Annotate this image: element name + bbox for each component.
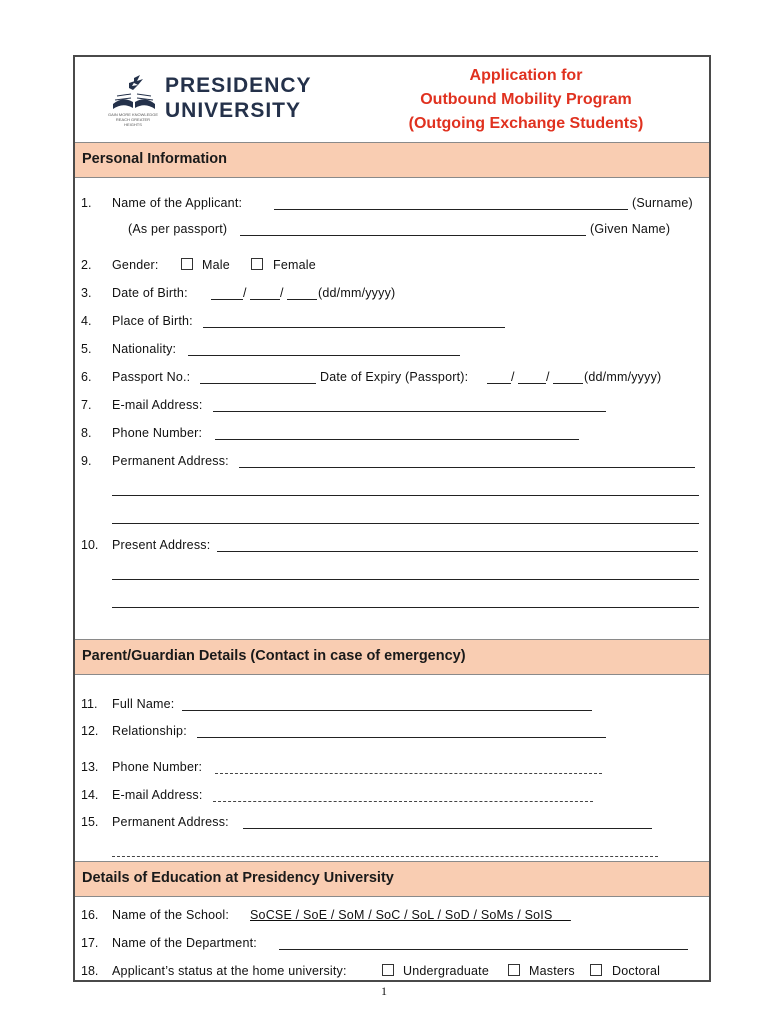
- school-name-label: Name of the School:: [112, 908, 230, 922]
- phone-field[interactable]: [215, 439, 579, 440]
- guardian-full-name-field[interactable]: [182, 710, 592, 711]
- department-label: Name of the Department:: [112, 936, 257, 950]
- item-number: 16.: [81, 908, 99, 922]
- guardian-full-name-label: Full Name:: [112, 697, 175, 711]
- present-address-field-line2[interactable]: [112, 579, 699, 580]
- item-number: 11.: [81, 697, 98, 711]
- item-number: 7.: [81, 398, 92, 412]
- dob-label: Date of Birth:: [112, 286, 188, 300]
- date-slash: /: [280, 286, 284, 300]
- date-slash: /: [546, 370, 550, 384]
- expiry-year-field[interactable]: [553, 383, 583, 384]
- university-logo: [107, 74, 317, 128]
- applicant-name-label: Name of the Applicant:: [112, 196, 243, 210]
- masters-checkbox[interactable]: [508, 964, 520, 976]
- nationality-label: Nationality:: [112, 342, 177, 356]
- expiry-month-field[interactable]: [518, 383, 546, 384]
- guardian-address-field-line2[interactable]: [112, 856, 658, 857]
- female-label: Female: [273, 258, 316, 272]
- title-line-2: Outbound Mobility Program: [420, 91, 632, 108]
- doctoral-label: Doctoral: [612, 964, 661, 978]
- undergraduate-checkbox[interactable]: [382, 964, 394, 976]
- male-checkbox[interactable]: [181, 258, 193, 270]
- permanent-address-field-line1[interactable]: [239, 467, 695, 468]
- gender-label: Gender:: [112, 258, 159, 272]
- section-heading: Parent/Guardian Details (Contact in case of emergency): [82, 648, 466, 664]
- item-number: 3.: [81, 286, 92, 300]
- applicant-status-label: Applicant’s status at the home university:: [112, 964, 347, 978]
- item-number: 13.: [81, 760, 99, 774]
- dob-day-field[interactable]: [211, 299, 243, 300]
- permanent-address-field-line3[interactable]: [112, 523, 699, 524]
- item-number: 10.: [81, 538, 99, 552]
- item-number: 6.: [81, 370, 92, 384]
- surname-field[interactable]: [274, 209, 628, 210]
- present-address-field-line1[interactable]: [217, 551, 698, 552]
- form-title: [390, 64, 662, 136]
- item-number: 5.: [81, 342, 92, 356]
- passport-expiry-label: Date of Expiry (Passport):: [320, 370, 469, 384]
- place-of-birth-label: Place of Birth:: [112, 314, 193, 328]
- guardian-phone-field[interactable]: [215, 773, 602, 774]
- present-address-field-line3[interactable]: [112, 607, 699, 608]
- female-checkbox[interactable]: [251, 258, 263, 270]
- guardian-email-field[interactable]: [213, 801, 593, 802]
- expiry-day-field[interactable]: [487, 383, 511, 384]
- book-emblem-icon: [109, 74, 159, 114]
- relationship-label: Relationship:: [112, 724, 187, 738]
- as-per-passport-label: (As per passport): [128, 222, 228, 236]
- title-line-1: Application for: [469, 67, 583, 84]
- school-options[interactable]: [250, 908, 571, 922]
- surname-suffix: (Surname): [632, 196, 693, 210]
- section-heading: Details of Education at Presidency University: [82, 870, 394, 886]
- item-number: 1.: [81, 196, 92, 210]
- section-parent-guardian: [75, 639, 709, 675]
- form-border: [73, 55, 711, 982]
- dob-year-field[interactable]: [287, 299, 317, 300]
- undergraduate-label: Undergraduate: [403, 964, 489, 978]
- email-field[interactable]: [213, 411, 606, 412]
- given-name-field[interactable]: [240, 235, 586, 236]
- email-label: E-mail Address:: [112, 398, 203, 412]
- phone-label: Phone Number:: [112, 426, 203, 440]
- title-line-3: (Outgoing Exchange Students): [408, 115, 644, 132]
- nationality-field[interactable]: [188, 355, 460, 356]
- place-of-birth-field[interactable]: [203, 327, 505, 328]
- guardian-address-label: Permanent Address:: [112, 815, 229, 829]
- item-number: 9.: [81, 454, 92, 468]
- relationship-field[interactable]: [197, 737, 606, 738]
- date-slash: /: [511, 370, 515, 384]
- section-heading: Personal Information: [82, 151, 228, 167]
- item-number: 4.: [81, 314, 92, 328]
- page-number: 1: [381, 984, 387, 998]
- item-number: 8.: [81, 426, 92, 440]
- section-education: [75, 861, 709, 897]
- dob-month-field[interactable]: [250, 299, 280, 300]
- logo-wordmark-line1: PRESIDENCY: [165, 74, 312, 97]
- item-number: 18.: [81, 964, 99, 978]
- logo-tagline: GAIN MORE KNOWLEDGE REACH GREATER HEIGHTS: [107, 112, 158, 127]
- school-options-text: SoCSE / SoE / SoM / SoC / SoL / SoD / SoMs / SoIS: [250, 908, 553, 922]
- male-label: Male: [202, 258, 230, 272]
- expiry-format-hint: (dd/mm/yyyy): [584, 370, 662, 384]
- given-name-suffix: (Given Name): [590, 222, 671, 236]
- guardian-phone-label: Phone Number:: [112, 760, 203, 774]
- item-number: 15.: [81, 815, 99, 829]
- present-address-label: Present Address:: [112, 538, 211, 552]
- dob-format-hint: (dd/mm/yyyy): [318, 286, 396, 300]
- passport-number-field[interactable]: [200, 383, 316, 384]
- passport-number-label: Passport No.:: [112, 370, 191, 384]
- permanent-address-field-line2[interactable]: [112, 495, 699, 496]
- date-slash: /: [243, 286, 247, 300]
- masters-label: Masters: [529, 964, 575, 978]
- doctoral-checkbox[interactable]: [590, 964, 602, 976]
- section-personal-information: [75, 142, 709, 178]
- guardian-email-label: E-mail Address:: [112, 788, 203, 802]
- item-number: 12.: [81, 724, 99, 738]
- logo-wordmark-line2: UNIVERSITY: [165, 99, 302, 122]
- item-number: 2.: [81, 258, 92, 272]
- item-number: 14.: [81, 788, 99, 802]
- permanent-address-label: Permanent Address:: [112, 454, 229, 468]
- guardian-address-field-line1[interactable]: [243, 828, 652, 829]
- department-field[interactable]: [279, 949, 688, 950]
- item-number: 17.: [81, 936, 99, 950]
